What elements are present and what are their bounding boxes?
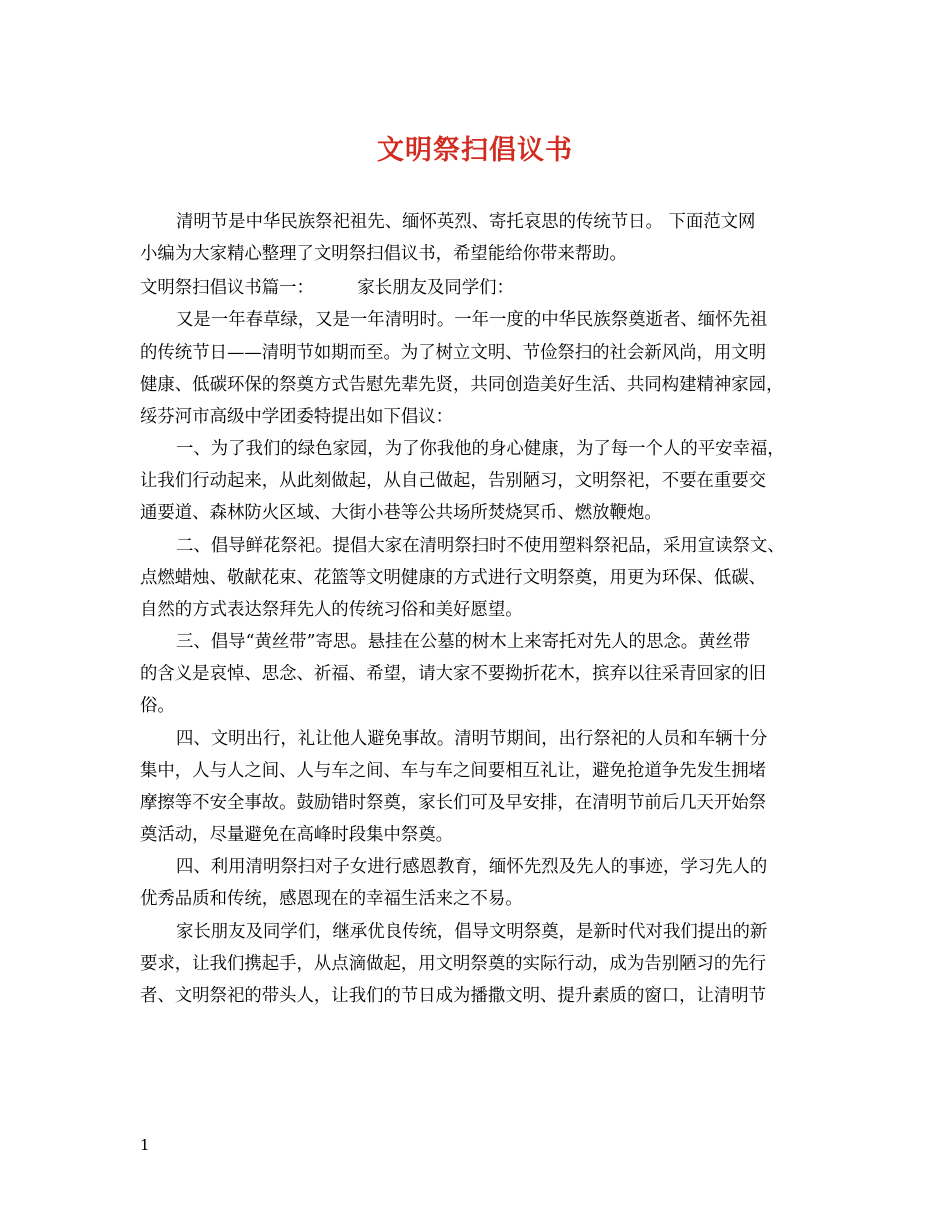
body-line: 一、为了我们的绿色家园，为了你我他的身心健康，为了每一个人的平安幸福，	[176, 439, 785, 459]
body-line: 三、倡导“黄丝带”寄思。悬挂在公墓的树木上来寄托对先人的思念。黄丝带	[176, 632, 751, 652]
body-line: 者、文明祭祀的带头人，让我们的节日成为播撒文明、提升素质的窗口，让清明节	[140, 986, 767, 1006]
document-title: 文明祭扫倡议书	[377, 135, 573, 166]
body-line: 的传统节日——清明节如期而至。为了树立文明、节俭祭扫的社会新风尚，用文明	[140, 343, 767, 363]
body-line: 点燃蜡烛、敬献花束、花篮等文明健康的方式进行文明祭奠，用更为环保、低碳、	[140, 568, 767, 588]
body-line: 自然的方式表达祭拜先人的传统习俗和美好愿望。	[140, 600, 523, 620]
body-line: 文明祭扫倡议书篇一： 家长朋友及同学们：	[140, 278, 514, 298]
body-line: 俗。	[140, 696, 175, 716]
body-line: 奠活动，尽量避免在高峰时段集中祭奠。	[140, 825, 454, 845]
body-line: 摩擦等不安全事故。鼓励错时祭奠，家长们可及早安排，在清明节前后几天开始祭	[140, 793, 767, 813]
body-line: 清明节是中华民族祭祀祖先、缅怀英烈、寄托哀思的传统节日。 下面范文网	[176, 212, 756, 232]
body-line: 的含义是哀悼、思念、祈福、希望，请大家不要拗折花木，摈弃以往采青回家的旧	[140, 664, 767, 684]
body-line: 让我们行动起来，从此刻做起，从自己做起，告别陋习，文明祭祀，不要在重要交	[140, 471, 767, 491]
body-line: 四、文明出行，礼让他人避免事故。清明节期间，出行祭祀的人员和车辆十分	[176, 729, 768, 749]
body-line: 四、利用清明祭扫对子女进行感恩教育，缅怀先烈及先人的事迹，学习先人的	[176, 857, 768, 877]
page-number: 1	[140, 1136, 150, 1154]
body-line: 通要道、森林防火区域、大街小巷等公共场所焚烧冥币、燃放鞭炮。	[140, 503, 662, 523]
body-line: 又是一年春草绿，又是一年清明时。一年一度的中华民族祭奠逝者、缅怀先祖	[176, 310, 768, 330]
body-line: 家长朋友及同学们，继承优良传统，倡导文明祭奠，是新时代对我们提出的新	[176, 922, 768, 942]
body-line: 优秀品质和传统，感恩现在的幸福生活来之不易。	[140, 889, 523, 909]
body-line: 二、倡导鲜花祭祀。提倡大家在清明祭扫时不使用塑料祭祀品，采用宣读祭文、	[176, 536, 785, 556]
body-line: 小编为大家精心整理了文明祭扫倡议书，希望能给你带来帮助。	[140, 244, 627, 264]
body-line: 集中，人与人之间、人与车之间、车与车之间要相互礼让，避免抢道争先发生拥堵	[140, 761, 767, 781]
body-line: 健康、低碳环保的祭奠方式告慰先辈先贤，共同创造美好生活、共同构建精神家园，	[140, 375, 784, 395]
body-line: 绥芬河市高级中学团委特提出如下倡议：	[140, 407, 454, 427]
body-line: 要求，让我们携起手，从点滴做起，用文明祭奠的实际行动，成为告别陋习的先行	[140, 954, 767, 974]
